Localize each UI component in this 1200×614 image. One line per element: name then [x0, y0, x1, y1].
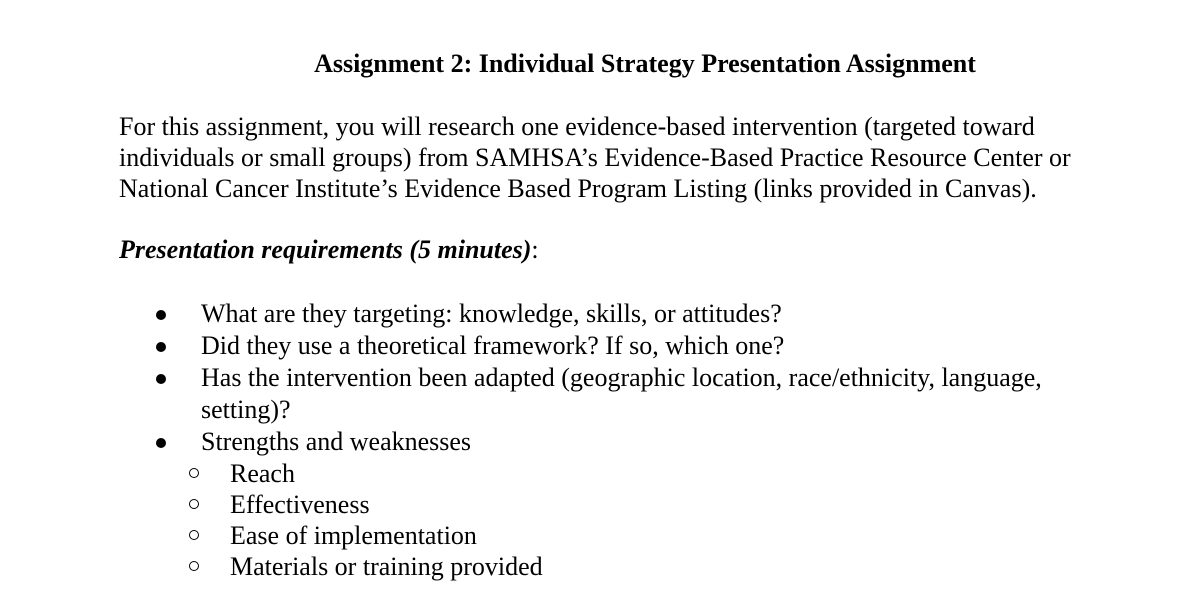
sub-list-item-text: Reach — [230, 459, 295, 488]
list-item — [150, 426, 1150, 582]
bullet-dot-icon — [156, 438, 166, 448]
list-item-text: Strengths and weaknesses — [201, 427, 472, 456]
sub-list-item — [150, 489, 1150, 520]
hollow-circle-bullet-icon — [189, 468, 199, 478]
intro-line: National Cancer Institute’s Evidence Based Program Listing (links provided in Canvas). — [119, 174, 1037, 203]
sub-list-item-text: Ease of implementation — [230, 521, 477, 550]
document-title: Assignment 2: Individual Strategy Presentation Assignment — [314, 49, 976, 78]
requirements-list — [150, 298, 1150, 582]
sub-list-item — [150, 520, 1150, 551]
intro-line: individuals or small groups) from SAMHSA’s Evidence-Based Practice Resource Center or — [119, 143, 1071, 172]
list-item-text: Did they use a theoretical framework? If so, which one? — [201, 331, 785, 360]
bullet-dot-icon — [156, 342, 166, 352]
list-item — [150, 330, 1150, 362]
hollow-circle-bullet-icon — [189, 530, 199, 540]
sub-list — [150, 458, 1150, 582]
requirements-heading — [119, 234, 539, 265]
sub-list-item-text: Materials or training provided — [230, 552, 543, 581]
hollow-circle-bullet-icon — [189, 561, 199, 571]
sub-list-item-text: Effectiveness — [230, 490, 370, 519]
bullet-dot-icon — [156, 310, 166, 320]
list-item-text: What are they targeting: knowledge, skills, or attitudes? — [201, 299, 782, 328]
bullet-dot-icon — [156, 374, 166, 384]
intro-paragraph — [119, 111, 1159, 204]
requirements-heading-colon: : — [531, 235, 539, 264]
list-item — [150, 298, 1150, 330]
sub-list-item — [150, 458, 1150, 489]
requirements-heading-text: Presentation requirements (5 minutes) — [119, 235, 532, 264]
list-item — [150, 362, 1150, 426]
list-item-text: Has the intervention been adapted (geographic location, race/ethnicity, language, setting)? — [201, 363, 1042, 424]
intro-line: For this assignment, you will research one evidence-based intervention (targeted toward — [119, 112, 1035, 141]
hollow-circle-bullet-icon — [189, 499, 199, 509]
sub-list-item — [150, 551, 1150, 582]
